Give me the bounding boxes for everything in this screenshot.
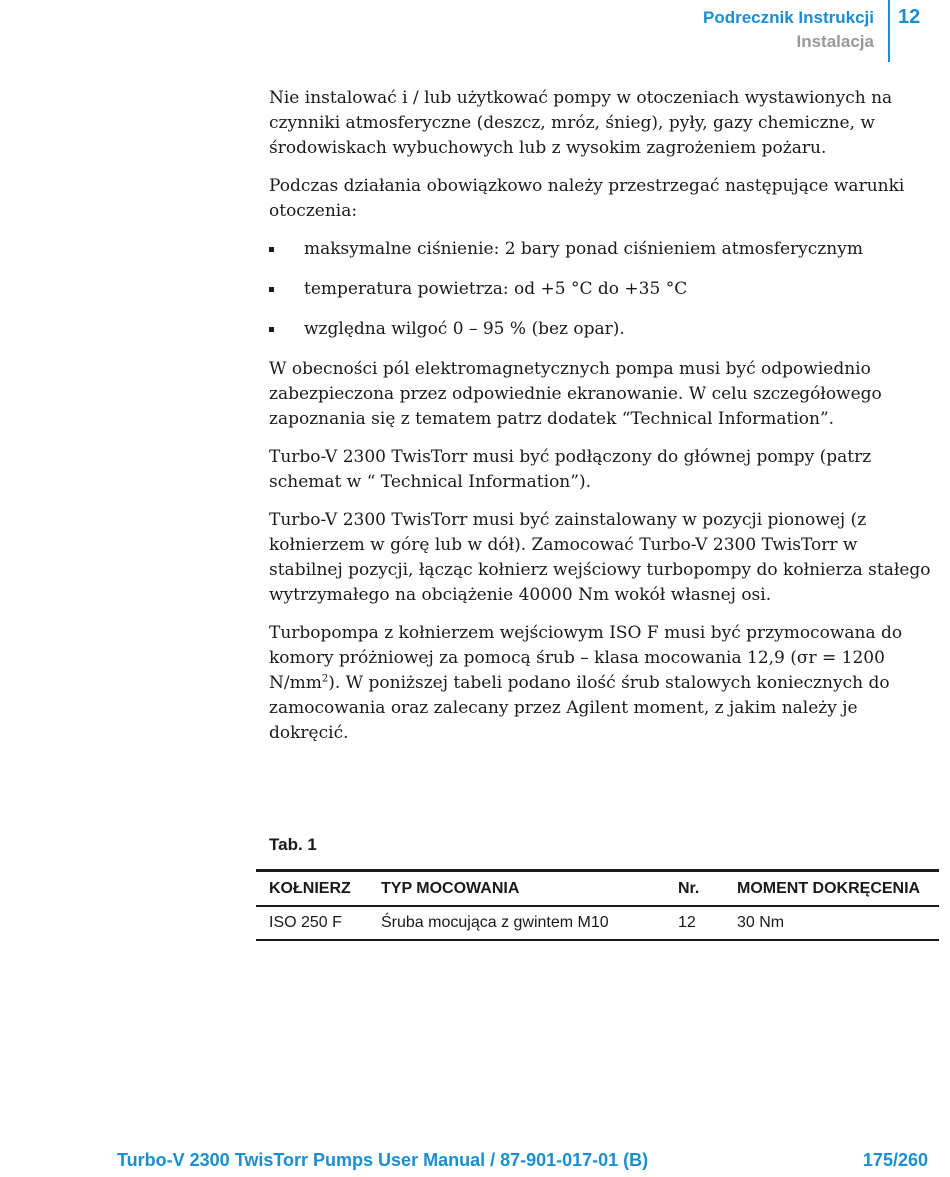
table-caption: Tab. 1 [269,835,317,854]
paragraph-electromagnetic: W obecności pól elektromagnetycznych pompa musi być odpowiednio zabezpieczona przez odpowiednie ekranowanie. W celu szczegółowego zapoznania się z tematem patrz dodatek “Technical Information”. [269,359,882,429]
list-item-text: względna wilgoć 0 – 95 % (bez opar). [304,319,625,339]
section-title: Instalacja [796,32,874,51]
footer-manual-title: Turbo-V 2300 TwisTorr Pumps User Manual / 87-901-017-01 (B) [117,1150,649,1170]
column-header-fixing-type: TYP MOCOWANIA [381,880,520,897]
table-cell: ISO 250 F [269,914,342,931]
column-header-flange: KOŁNIERZ [269,880,351,897]
list-item [269,237,931,262]
paragraph-environment-warning: Nie instalować i / lub użytkować pompy w otoczeniach wystawionych na czynniki atmosferyczne (deszcz, mróz, śnieg), pyły, gazy chemiczne, w środowiskach wybuchowych lub z wysokim zagrożeniem pożaru. [269,88,893,158]
paragraph-conditions-intro: Podczas działania obowiązkowo należy przestrzegać następujące warunki otoczenia: [269,176,905,221]
list-item [269,277,931,302]
bullet-icon [269,247,274,252]
screws-text-start: Turbopompa z kołnierzem wejściowym ISO F musi być przymocowana do komory próżniowej za pomocą śrub – klasa mocowania 12,9 (σr = 1200 N/mm [269,623,903,693]
bullet-icon [269,327,274,332]
bullet-icon [269,287,274,292]
torque-table [256,869,939,941]
list-item [269,317,931,342]
header-divider [888,0,890,62]
table-cell: 12 [678,914,696,931]
page-number: 175/260 [862,1150,928,1170]
table-cell: 30 Nm [737,914,785,931]
table-cell: Śruba mocująca z gwintem M10 [381,914,609,931]
conditions-list [269,237,931,342]
table-row [256,906,939,940]
column-header-number: Nr. [678,880,700,897]
list-item-text: temperatura powietrza: od +5 °C do +35 °C [304,279,688,299]
manual-title: Podrecznik Instrukcji [703,8,874,27]
screws-text-superscript: 2 [321,673,329,685]
chapter-number: 12 [898,6,921,28]
torque-table-container [256,869,939,941]
column-header-torque: MOMENT DOKRĘCENIA [737,880,921,897]
table-header-row [256,871,939,907]
paragraph-main-pump: Turbo-V 2300 TwisTorr musi być podłączony do głównej pompy (patrz schemat w “ Technical Information”). [269,447,872,492]
paragraph-screws [269,621,931,746]
screws-text-end: ). W poniższej tabeli podano ilość śrub stalowych koniecznych do zamocowania oraz zalecany przez Agilent moment, z jakim należy je dokręcić. [269,673,890,743]
main-content [269,86,931,759]
paragraph-mounting: Turbo-V 2300 TwisTorr musi być zainstalowany w pozycji pionowej (z kołnierzem w górę lub w dół). Zamocować Turbo-V 2300 TwisTorr w stabilnej pozycji, łącząc kołnierz wejściowy turbopompy do kołnierza stałego wytrzymałego na obciążenie 40000 Nm wokół własnej osi. [269,510,931,605]
list-item-text: maksymalne ciśnienie: 2 bary ponad ciśnieniem atmosferycznym [304,239,863,259]
